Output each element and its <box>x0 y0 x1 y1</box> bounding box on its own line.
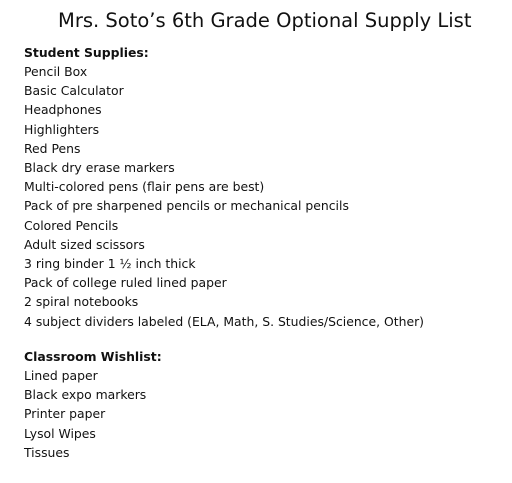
list-item: 2 spiral notebooks <box>24 294 139 310</box>
list-item: Printer paper <box>24 406 106 422</box>
list-item: Pencil Box <box>24 64 88 79</box>
list-item: Multi-colored pens (flair pens are best) <box>24 179 265 195</box>
student-supplies-list <box>24 62 494 331</box>
classroom-wishlist-section <box>24 348 494 462</box>
list-item: Black expo markers <box>24 387 147 403</box>
list-item: Basic Calculator <box>24 83 124 99</box>
classroom-wishlist-heading: Classroom Wishlist: <box>24 349 162 364</box>
list-item: Red Pens <box>24 140 81 156</box>
list-item: Colored Pencils <box>24 217 119 233</box>
list-item: Tissues <box>24 444 70 460</box>
list-item: Black dry erase markers <box>24 160 175 176</box>
student-supplies-heading: Student Supplies: <box>24 45 149 60</box>
list-item: Headphones <box>24 102 102 118</box>
classroom-wishlist-list <box>24 366 494 462</box>
list-item: Pack of college ruled lined paper <box>24 275 227 291</box>
document-title: Mrs. Soto’s 6th Grade Optional Supply List <box>58 9 472 32</box>
list-item: Highlighters <box>24 121 100 137</box>
list-item: Lysol Wipes <box>24 425 96 441</box>
student-supplies-section <box>24 44 494 331</box>
list-item: Pack of pre sharpened pencils or mechanical pencils <box>24 198 349 214</box>
list-item: 3 ring binder 1 ½ inch thick <box>24 256 196 272</box>
list-item: Lined paper <box>24 368 98 383</box>
list-item: 4 subject dividers labeled (ELA, Math, S. Studies/Science, Other) <box>24 313 425 329</box>
list-item: Adult sized scissors <box>24 236 145 252</box>
